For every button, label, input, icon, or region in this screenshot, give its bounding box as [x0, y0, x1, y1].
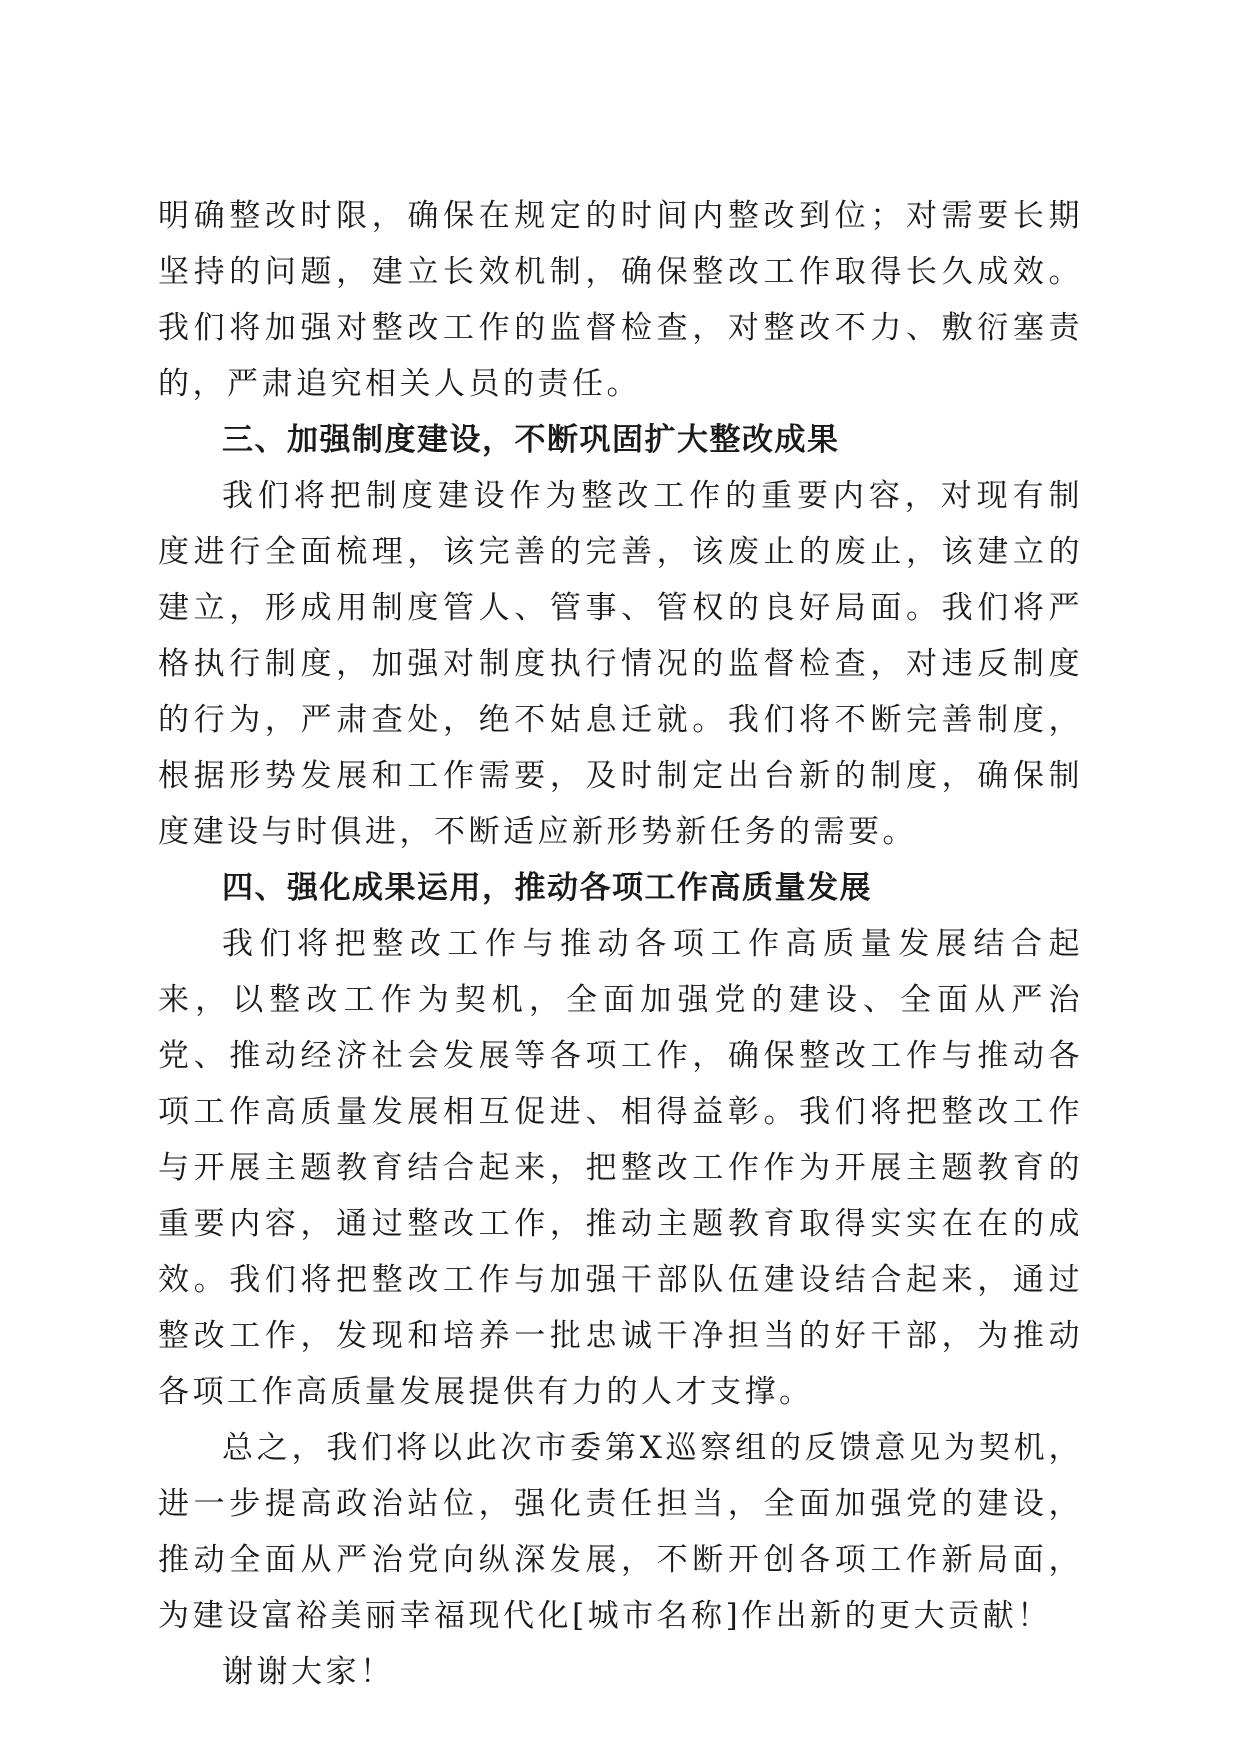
paragraph-conclusion: 总之，我们将以此次市委第X巡察组的反馈意见为契机，进一步提高政治站位，强化责任担当，全面加强党的建设，推动全面从严治党向纵深发展，不断开创各项工作新局面，为建设富裕美丽幸福现代化[城市名称]作出新的更大贡献！ — [158, 1430, 1083, 1634]
paragraph-results-application: 我们将把整改工作与推动各项工作高质量发展结合起来，以整改工作为契机，全面加强党的建设、全面从严治党、推动经济社会发展等各项工作，确保整改工作与推动各项工作高质量发展相互促进、相得益彰。我们将把整改工作与开展主题教育结合起来，把整改工作作为开展主题教育的重要内容，通过整改工作，推动主题教育取得实实在在的成效。我们将把整改工作与加强干部队伍建设结合起来，通过整改工作，发现和培养一批忠诚干净担当的好干部，为推动各项工作高质量发展提供有力的人才支撑。 — [158, 926, 1083, 1410]
section-heading-3: 三、加强制度建设，不断巩固扩大整改成果 — [222, 422, 840, 458]
paragraph-institution-building: 我们将把制度建设作为整改工作的重要内容，对现有制度进行全面梳理，该完善的完善，该废止的废止，该建立的建立，形成用制度管人、管事、管权的良好局面。我们将严格执行制度，加强对制度执行情况的监督检查，对违反制度的行为，严肃查处，绝不姑息迁就。我们将不断完善制度，根据形势发展和工作需要，及时制定出台新的制度，确保制度建设与时俱进，不断适应新形势新任务的需要。 — [158, 478, 1083, 850]
section-heading-4: 四、强化成果运用，推动各项工作高质量发展 — [222, 870, 872, 906]
paragraph-continued: 明确整改时限，确保在规定的时间内整改到位；对需要长期坚持的问题，建立长效机制，确保整改工作取得长久成效。我们将加强对整改工作的监督检查，对整改不力、敷衍塞责的，严肃追究相关人员的责任。 — [158, 198, 1083, 402]
document-body — [158, 188, 1083, 1700]
paragraph-thanks: 谢谢大家！ — [222, 1654, 395, 1690]
